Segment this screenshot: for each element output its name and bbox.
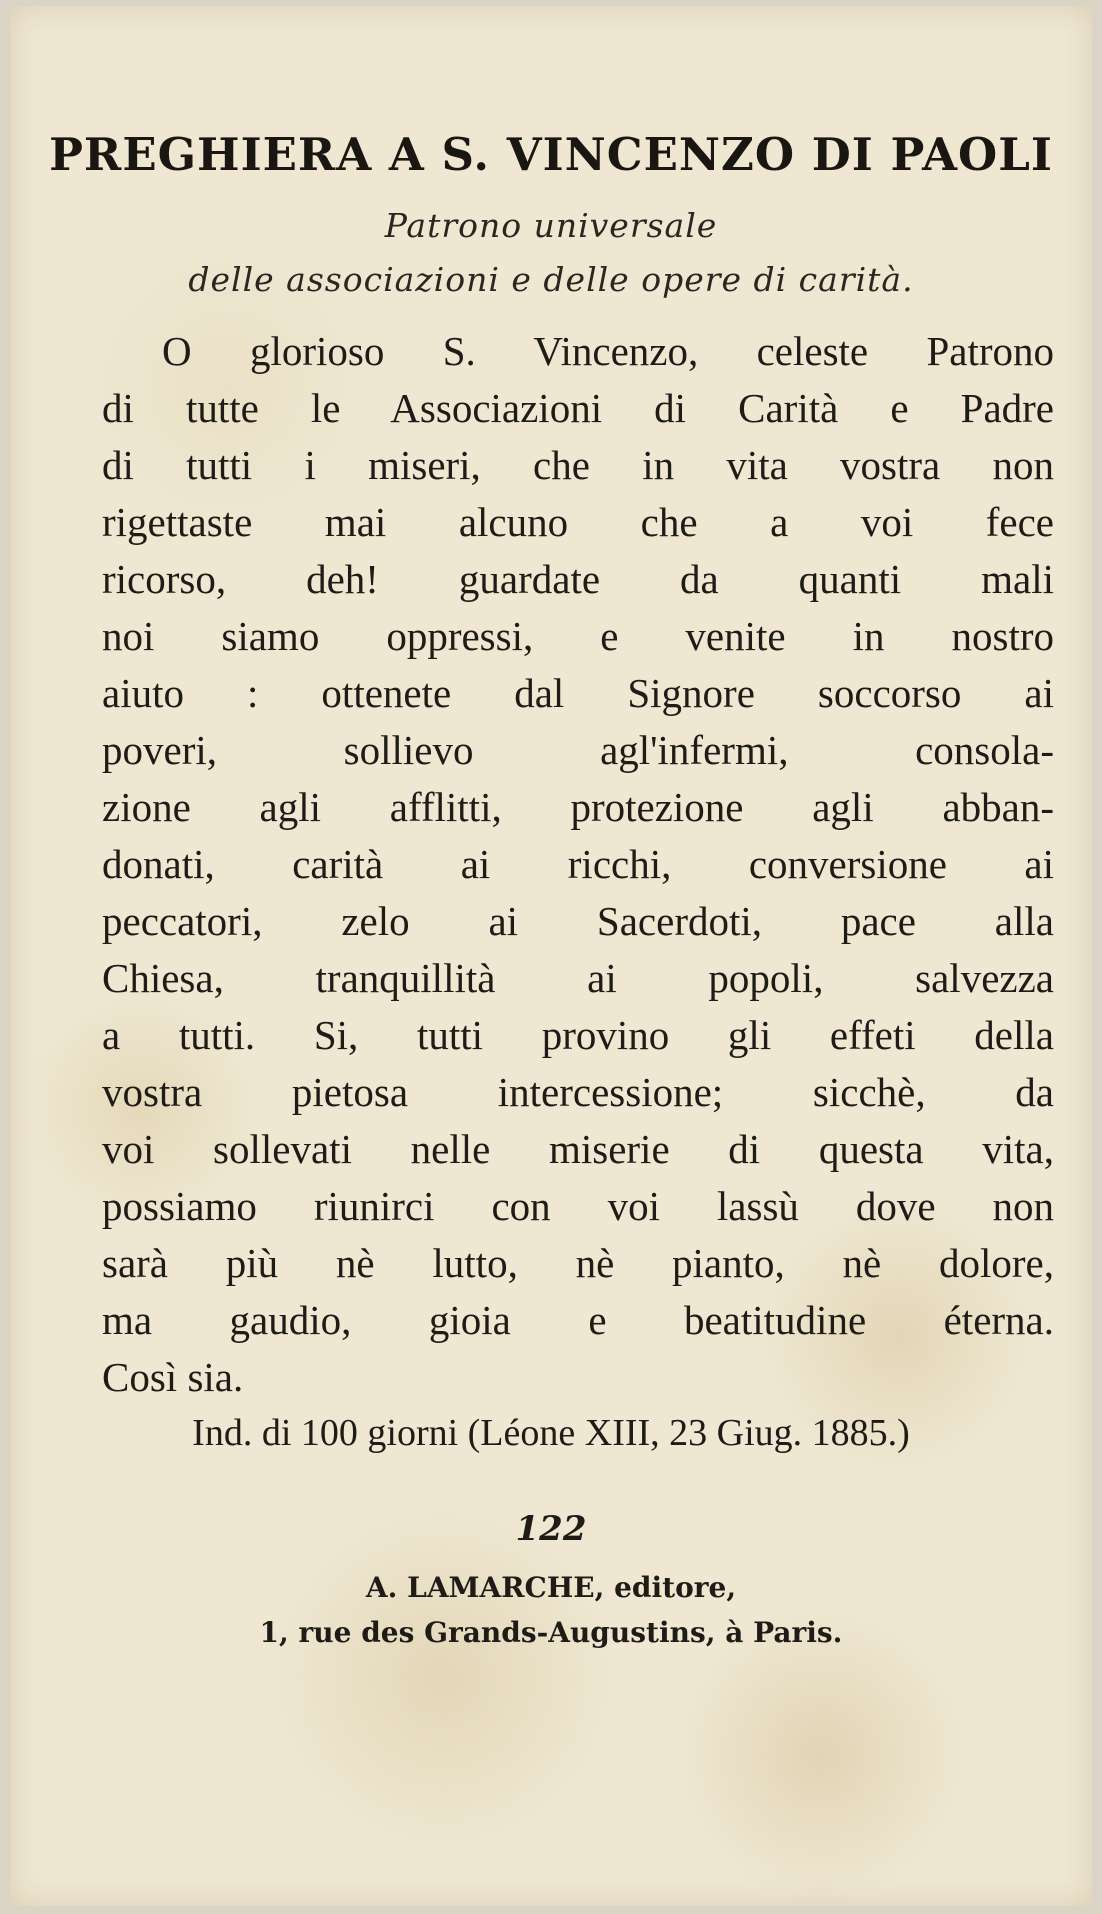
prayer-line: zione agli afflitti, protezione agli abban-	[102, 784, 1054, 830]
subtitle-line-2: delle associazioni e delle opere di carità.	[188, 260, 914, 299]
prayer-line: Così sia.	[102, 1354, 244, 1400]
prayer-line: O glorioso S. Vincenzo, celeste Patrono	[162, 328, 1054, 374]
prayer-line: rigettaste mai alcuno che a voi fece	[102, 499, 1054, 545]
prayer-line: donati, carità ai ricchi, conversione ai	[102, 841, 1054, 887]
prayer-card	[10, 6, 1092, 1906]
prayer-line: di tutti i miseri, che in vita vostra non	[102, 442, 1054, 488]
prayer-line: vostra pietosa intercessione; sicchè, da	[102, 1069, 1054, 1115]
prayer-line: peccatori, zelo ai Sacerdoti, pace alla	[102, 898, 1054, 944]
prayer-line: ricorso, deh! guardate da quanti mali	[102, 556, 1054, 602]
prayer-line: noi siamo oppressi, e venite in nostro	[102, 613, 1054, 659]
prayer-line: sarà più nè lutto, nè pianto, nè dolore,	[102, 1240, 1054, 1286]
card-number: 122	[515, 1509, 587, 1549]
publisher-name: A. LAMARCHE, editore,	[365, 1571, 737, 1604]
prayer-line: ma gaudio, gioia e beatitudine éterna.	[102, 1297, 1054, 1343]
publisher-address: 1, rue des Grands-Augustins, à Paris.	[259, 1616, 843, 1649]
prayer-line: di tutte le Associazioni di Carità e Padre	[102, 385, 1054, 431]
prayer-line: a tutti. Si, tutti provino gli effeti della	[102, 1012, 1054, 1058]
prayer-text	[102, 323, 1054, 1406]
prayer-line: voi sollevati nelle miserie di questa vita,	[102, 1126, 1054, 1172]
subtitle-line-1: Patrono universale	[384, 206, 718, 245]
prayer-line: poveri, sollievo agl'infermi, consola-	[102, 727, 1054, 773]
prayer-line: possiamo riunirci con voi lassù dove non	[102, 1183, 1054, 1229]
prayer-line: aiuto : ottenete dal Signore soccorso ai	[102, 670, 1054, 716]
indulgence-note: Ind. di 100 giorni (Léone XIII, 23 Giug. 1885.)	[192, 1412, 910, 1454]
prayer-line: Chiesa, tranquillità ai popoli, salvezza	[102, 955, 1054, 1001]
prayer-title: PREGHIERA A S. VINCENZO DI PAOLI	[49, 128, 1053, 181]
